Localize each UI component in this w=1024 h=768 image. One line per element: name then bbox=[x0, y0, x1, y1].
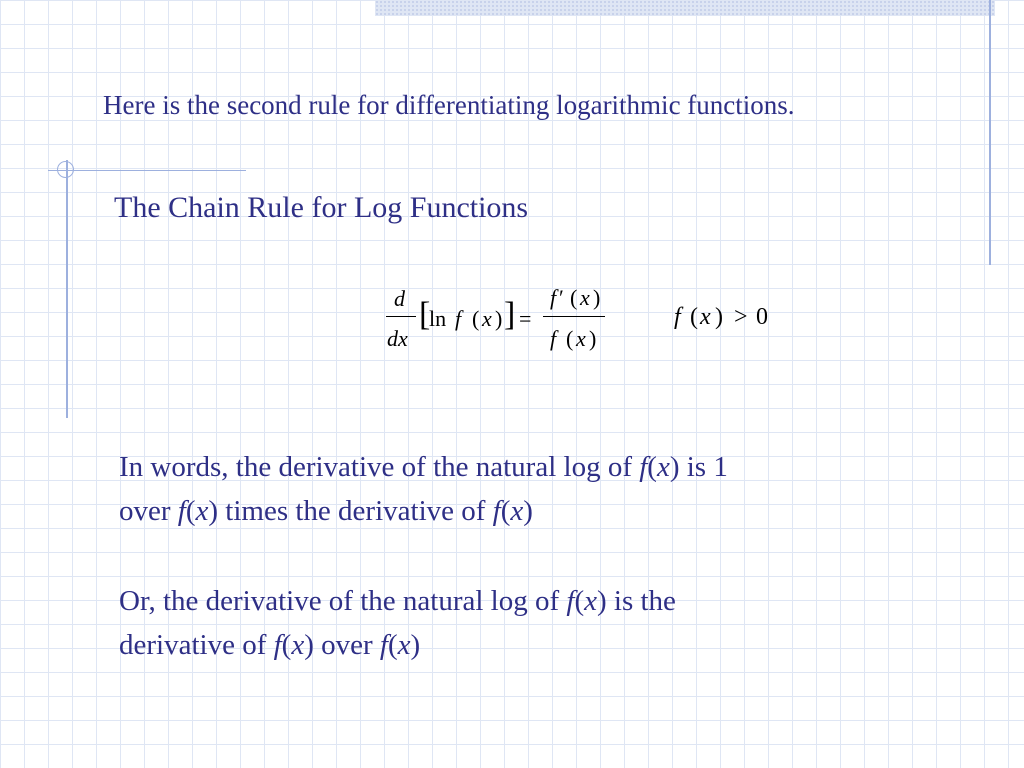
formula-lparen: ( bbox=[472, 306, 480, 331]
condition-f: f bbox=[674, 304, 681, 330]
decorative-horizontal-line bbox=[48, 170, 246, 171]
formula-numerator-rparen: ) bbox=[593, 285, 601, 310]
explanation-paragraph-1 bbox=[119, 445, 728, 533]
formula-f: f bbox=[455, 306, 462, 331]
chain-rule-formula bbox=[382, 284, 802, 364]
paragraph-1-line-2: over f(x) times the derivative of f(x) bbox=[119, 495, 533, 527]
slide-subtitle: The Chain Rule for Log Functions bbox=[114, 191, 529, 224]
decorative-vertical-line-right bbox=[989, 0, 991, 265]
formula-denominator-lparen: ( bbox=[566, 326, 574, 351]
condition-x: x bbox=[700, 304, 711, 330]
formula-numerator-lparen: ( bbox=[570, 285, 578, 310]
paragraph-1-line-1: In words, the derivative of the natural log of f(x) is 1 bbox=[119, 451, 728, 483]
explanation-paragraph-2 bbox=[119, 579, 676, 667]
formula-numerator-f: f bbox=[550, 285, 557, 310]
formula-fraction-bar-left bbox=[386, 316, 416, 317]
formula-right-bracket: ] bbox=[504, 296, 516, 333]
formula-rparen: ) bbox=[495, 306, 503, 331]
decorative-circle bbox=[57, 161, 74, 178]
formula-denominator-x: x bbox=[576, 326, 586, 351]
paragraph-2-line-2: derivative of f(x) over f(x) bbox=[119, 629, 421, 661]
formula-left-bracket: [ bbox=[419, 296, 431, 333]
formula-equals: = bbox=[519, 306, 532, 331]
formula-ln: ln bbox=[429, 306, 447, 331]
formula-numerator-prime: ′ bbox=[559, 285, 564, 310]
condition-zero: 0 bbox=[756, 304, 768, 330]
header-pattern-band bbox=[375, 0, 995, 16]
formula-dx: dx bbox=[387, 326, 408, 351]
formula-fraction-bar-right bbox=[543, 316, 605, 317]
paragraph-2-line-1: Or, the derivative of the natural log of f(x) is the bbox=[119, 585, 676, 617]
condition-rparen: ) bbox=[715, 304, 723, 330]
condition-lparen: ( bbox=[690, 304, 698, 330]
condition-greater-than: > bbox=[734, 304, 748, 330]
formula-denominator-rparen: ) bbox=[589, 326, 597, 351]
formula-x: x bbox=[482, 306, 492, 331]
formula-numerator-x: x bbox=[580, 285, 590, 310]
decorative-vertical-line-left bbox=[66, 160, 68, 418]
formula-denominator-f: f bbox=[550, 326, 557, 351]
slide-intro-text: Here is the second rule for differentiating logarithmic functions. bbox=[103, 90, 795, 120]
formula-d: d bbox=[394, 286, 405, 311]
